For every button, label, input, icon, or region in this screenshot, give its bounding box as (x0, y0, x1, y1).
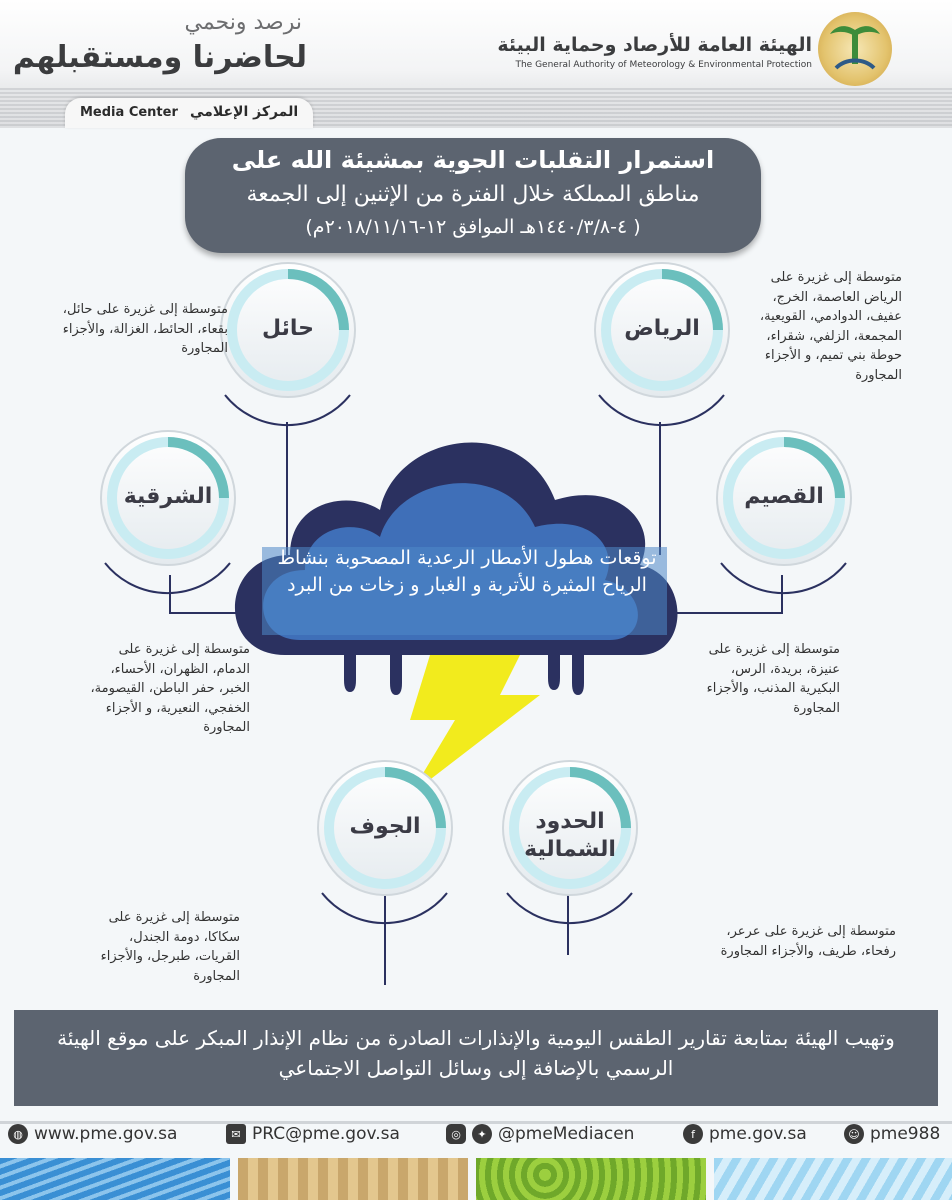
title-line-1: استمرار التقلبات الجوية بمشيئة الله على (231, 146, 715, 174)
region-desc-hail: متوسطة إلى غزيرة على حائل، بقعاء، الحائط، الغزالة، والأجزاء المجاورة (62, 302, 228, 356)
cloud-forecast-text: توقعات هطول الأمطار الرعدية المصحوبة بنشاط الرياح المثيرة للأتربة و الغبار و زخات من البرد (277, 547, 657, 596)
org-name-en: The General Authority of Meteorology & Environmental Protection (515, 60, 812, 70)
twitter-link[interactable] (446, 1124, 634, 1144)
region-name-riyadh: الرياض (624, 316, 700, 341)
ring-riyadh (595, 263, 729, 425)
region-desc-sharqia: متوسطة إلى غزيرة على الدمام، الظهران، الأحساء، الخبر، حفر الباطن، القيصومة، الخفجي، النعيرية، و الأجزاء المجاورة (90, 642, 250, 735)
region-name-jouf: الجوف (349, 814, 421, 839)
media-center-en: Media Center (80, 105, 178, 120)
twitter-text: @pmeMediacen (498, 1124, 635, 1144)
slogan-top: نرصد ونحمي (184, 10, 302, 35)
region-name-hail: حائل (261, 316, 314, 341)
website-link[interactable] (8, 1124, 177, 1144)
sky-tile (714, 1158, 952, 1200)
slogan-main: لحاضرنا ومستقبلهم (12, 40, 307, 75)
mail-icon: ✉ (226, 1124, 246, 1144)
ring-hail (221, 263, 355, 425)
snapchat-text: pme988 (870, 1124, 941, 1144)
instagram-icon: ◎ (446, 1124, 466, 1144)
title-line-2: مناطق المملكة خلال الفترة من الإثنين إلى الجمعة (246, 182, 700, 207)
region-desc-northern: متوسطة إلى غزيرة على عرعر، رفحاء، طريف، والأجزاء المجاورة (720, 924, 896, 959)
twitter-icon: ✦ (472, 1124, 492, 1144)
email-link[interactable] (226, 1124, 400, 1144)
leaf-tile (476, 1158, 706, 1200)
authority-logo-icon (818, 12, 892, 86)
facebook-text: pme.gov.sa (709, 1124, 807, 1144)
snapchat-link[interactable] (844, 1124, 940, 1144)
region-desc-jouf: متوسطة إلى غزيرة على سكاكا، دومة الجندل، القريات، طبرجل، والأجزاء المجاورة (100, 910, 240, 984)
facebook-icon: f (683, 1124, 703, 1144)
region-name-qassim: القصيم (744, 484, 824, 509)
media-center-ar: المركز الإعلامي (190, 104, 299, 120)
org-name-ar: الهيئة العامة للأرصاد وحماية البيئة (497, 34, 812, 56)
advisory-text: وتهيب الهيئة بمتابعة تقارير الطقس اليومية والإنذارات الصادرة من نظام الإنذار المبكر على موقع الهيئة الرسمي بالإضافة إلى وسائل التواصل الاجتماعي (57, 1026, 895, 1080)
ring-sharqia (101, 431, 235, 593)
water-tile (0, 1158, 230, 1200)
title-line-3: (٤-١٤٤٠/٣/٨هـ الموافق ١٢-٢٠١٨/١١/١٦م ) (305, 216, 641, 238)
ring-qassim (717, 431, 851, 593)
region-name-northern: الحدود الشمالية (524, 809, 616, 862)
website-text: www.pme.gov.sa (34, 1124, 178, 1144)
region-desc-qassim: متوسطة إلى غزيرة على عنيزة، بريدة، الرس، البكيرية المذنب، والأجزاء المجاورة (706, 642, 840, 716)
email-text: PRC@pme.gov.sa (252, 1124, 400, 1144)
advisory-banner (14, 1010, 938, 1106)
lightning-bolt-icon (410, 655, 540, 795)
snapchat-icon: ☺ (844, 1124, 864, 1144)
globe-icon: ◍ (8, 1124, 28, 1144)
region-desc-riyadh: متوسطة إلى غزيرة على الرياض العاصمة، الخرج، عفيف، الدوادمي، القويعية، المجمعة، الزلفي، شقراء، حوطة بني تميم، و الأجزاء المجاورة (759, 270, 902, 383)
sand-tile (238, 1158, 468, 1200)
title-box (185, 138, 761, 253)
region-name-sharqia: الشرقية (123, 484, 213, 509)
facebook-link[interactable] (683, 1124, 807, 1144)
